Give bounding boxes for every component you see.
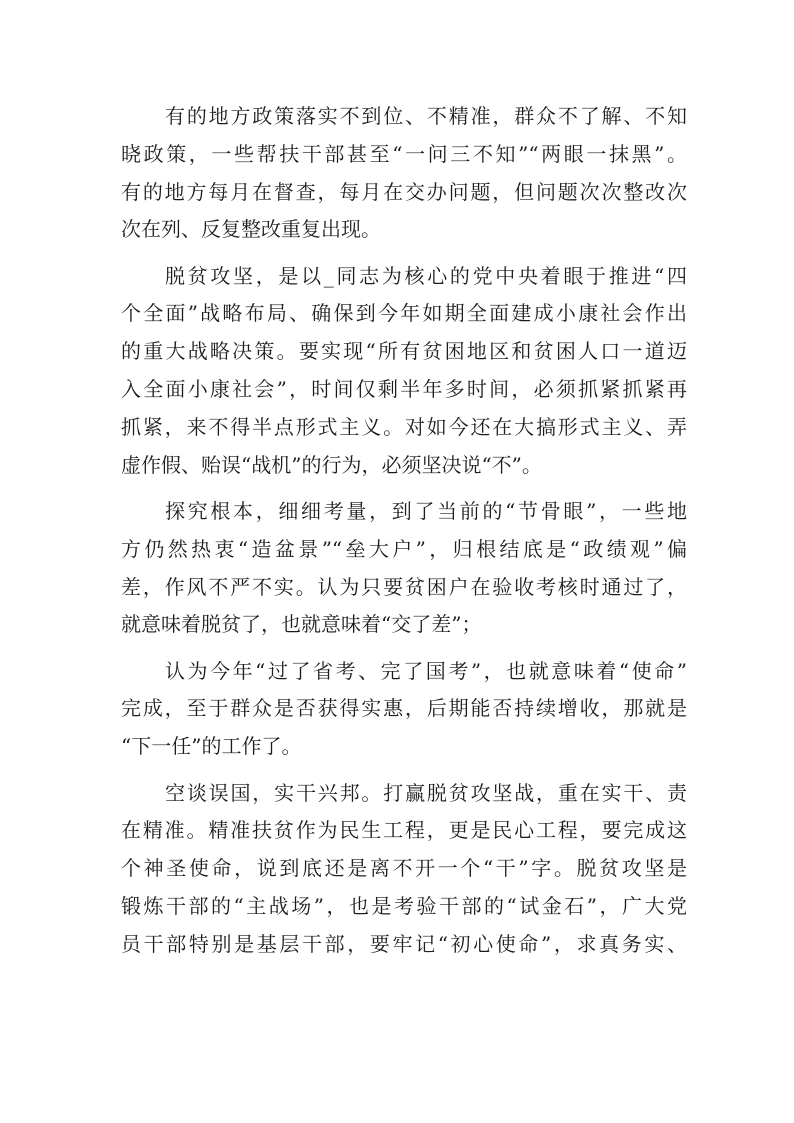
document-body — [121, 98, 687, 964]
paragraph-1-line-2: 晓政策，一些帮扶干部甚至“一问三不知”“两眼一抹黑”。 — [121, 141, 687, 166]
paragraph-3-line-1: 探究根本，细细考量，到了当前的“节骨眼”，一些地 — [165, 498, 687, 523]
paragraph-5-line-4: 锻炼干部的“主战场”，也是考验干部的“试金石”，广大党 — [121, 893, 687, 918]
paragraph-4-line-2: 完成，至于群众是否获得实惠，后期能否持续增收，那就是 — [121, 696, 687, 721]
paragraph-5 — [121, 775, 687, 964]
paragraph-2-line-3: 的重大战略决策。要实现“所有贫困地区和贫困人口一道迈 — [121, 339, 687, 364]
paragraph-2-line-4: 入全面小康社会”，时间仅剩半年多时间，必须抓紧抓紧再 — [121, 377, 687, 402]
paragraph-3-line-4: 就意味着脱贫了，也就意味着“交了差”； — [121, 612, 482, 637]
paragraph-3 — [121, 493, 687, 644]
paragraph-4-line-3: “下一任”的工作了。 — [121, 734, 302, 759]
paragraph-5-line-3: 个神圣使命，说到底还是离不开一个“干”字。脱贫攻坚是 — [121, 856, 687, 881]
paragraph-3-line-2: 方仍然热衷“造盆景”“垒大户”，归根结底是“政绩观”偏 — [121, 536, 687, 561]
paragraph-5-line-5: 员干部特别是基层干部，要牢记“初心使命”，求真务实、 — [121, 931, 687, 956]
paragraph-2-line-1: 脱贫攻坚，是以_同志为核心的党中央着眼于推进“四 — [165, 263, 687, 288]
paragraph-5-line-1: 空谈误国，实干兴邦。打赢脱贫攻坚战，重在实干、责 — [165, 780, 687, 805]
paragraph-1-line-3: 有的地方每月在督查，每月在交办问题，但问题次次整改次 — [121, 179, 687, 204]
paragraph-1-line-1: 有的地方政策落实不到位、不精准，群众不了解、不知 — [165, 104, 687, 128]
paragraph-3-line-3: 差，作风不严不实。认为只要贫困户在验收考核时通过了， — [121, 574, 687, 599]
paragraph-2 — [121, 258, 687, 485]
paragraph-2-line-6: 虚作假、贻误“战机”的行为，必须坚决说“不”。 — [121, 452, 542, 477]
paragraph-5-line-2: 在精准。精准扶贫作为民生工程，更是民心工程，要完成这 — [121, 818, 687, 843]
paragraph-1 — [121, 98, 687, 249]
paragraph-4-line-1: 认为今年“过了省考、完了国考”，也就意味着“使命” — [165, 658, 687, 683]
paragraph-2-line-5: 抓紧，来不得半点形式主义。对如今还在大搞形式主义、弄 — [121, 414, 687, 439]
paragraph-4 — [121, 653, 687, 766]
paragraph-2-line-2: 个全面”战略布局、确保到今年如期全面建成小康社会作出 — [121, 301, 687, 326]
paragraph-1-line-4: 次在列、反复整改重复出现。 — [121, 217, 381, 242]
